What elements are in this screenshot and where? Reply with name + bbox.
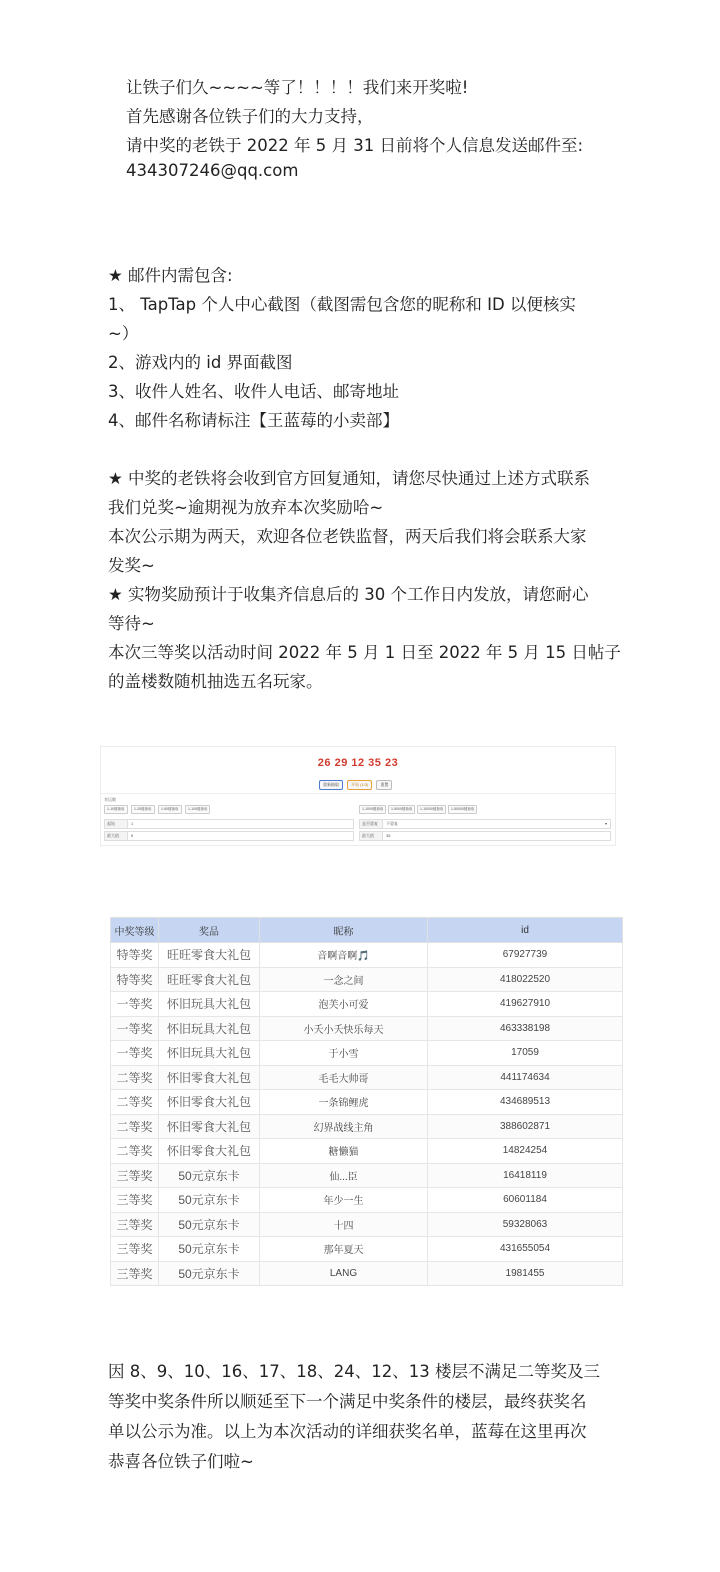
cell-level: 二等奖 (111, 1065, 159, 1090)
cell-level: 三等奖 (111, 1261, 159, 1286)
cell-nickname: 泡芙小可爱 (260, 992, 428, 1017)
notice-line: ★ 实物奖励预计于收集齐信息后的 30 个工作日内发放，请您耐心 (108, 585, 589, 604)
cell-prize: 50元京东卡 (159, 1212, 260, 1237)
cell-id: 431655054 (428, 1237, 623, 1262)
cell-nickname: 十四 (260, 1212, 428, 1237)
range-chip[interactable]: 1-1000楼抽取 (359, 805, 386, 814)
lottery-numbers: 26 29 12 35 23 (317, 757, 399, 769)
cell-id: 67927739 (428, 943, 623, 968)
cell-level: 一等奖 (111, 992, 159, 1017)
cell-level: 一等奖 (111, 1041, 159, 1066)
cell-level: 三等奖 (111, 1237, 159, 1262)
closing-line: 因 8、9、10、16、17、18、24、12、13 楼层不满足二等奖及三 (108, 1362, 600, 1381)
range-chip[interactable]: 1-10楼抽取 (104, 805, 128, 814)
cell-prize: 怀旧零食大礼包 (159, 1139, 260, 1164)
email-address: 434307246@qq.com (126, 161, 299, 180)
cell-nickname: 仙...臣 (260, 1163, 428, 1188)
table-row (111, 1237, 623, 1262)
intro-line: 首先感谢各位铁子们的大力支持， (126, 107, 374, 126)
start-button[interactable]: 开始 (1/3) (347, 780, 372, 790)
redraw-button[interactable]: 重新抽取 (319, 780, 343, 790)
mail-item: ~） (108, 324, 139, 343)
header-level: 中奖等级 (111, 918, 159, 943)
cell-id: 59328063 (428, 1212, 623, 1237)
cell-id: 463338198 (428, 1016, 623, 1041)
table-row (111, 1261, 623, 1286)
notice-line: 本次三等奖以活动时间 2022 年 5 月 1 日至 2022 年 5 月 15 日帖子 (108, 643, 621, 662)
start-field[interactable]: 起始 1 (104, 819, 354, 829)
max-field[interactable]: 最大值 5 (104, 831, 354, 841)
table-row (111, 1188, 623, 1213)
cell-nickname: 那年夏天 (260, 1237, 428, 1262)
cell-prize: 怀旧零食大礼包 (159, 1065, 260, 1090)
cell-prize: 50元京东卡 (159, 1237, 260, 1262)
table-row (111, 1016, 623, 1041)
cell-nickname: 年少一生 (260, 1188, 428, 1213)
range-chip[interactable]: 1-5000楼抽取 (388, 805, 415, 814)
winners-table (110, 917, 623, 1286)
lottery-header (101, 747, 615, 794)
table-row (111, 1041, 623, 1066)
cell-nickname: 毛毛大帅哥 (260, 1065, 428, 1090)
notice-line: 我们兑奖~逾期视为放弃本次奖励哈~ (108, 498, 384, 517)
header-prize: 奖品 (159, 918, 260, 943)
table-row (111, 1212, 623, 1237)
cell-id: 60601184 (428, 1188, 623, 1213)
cell-level: 二等奖 (111, 1114, 159, 1139)
cell-prize: 旺旺零食大礼包 (159, 967, 260, 992)
cell-prize: 50元京东卡 (159, 1188, 260, 1213)
closing-line: 单以公示为准。以上为本次活动的详细获奖名单，蓝莓在这里再次 (108, 1422, 587, 1441)
cell-nickname: 糖懒猫 (260, 1139, 428, 1164)
cell-prize: 怀旧玩具大礼包 (159, 1016, 260, 1041)
notice-line: 的盖楼数随机抽选五名玩家。 (108, 672, 323, 691)
notice-line: 等待~ (108, 614, 155, 633)
cell-level: 三等奖 (111, 1163, 159, 1188)
cell-id: 16418119 (428, 1163, 623, 1188)
lottery-screenshot (100, 746, 616, 846)
cell-nickname: 一念之间 (260, 967, 428, 992)
mail-item: 3、收件人姓名、收件人电话、邮寄地址 (108, 382, 399, 401)
lottery-section-label: 幸运数 (104, 797, 116, 802)
closing-line: 恭喜各位铁子们啦~ (108, 1452, 254, 1471)
reset-button[interactable]: 重置 (376, 780, 392, 790)
range-chip[interactable]: 1-50楼抽取 (158, 805, 182, 814)
cell-level: 特等奖 (111, 943, 159, 968)
table-row (111, 967, 623, 992)
cell-nickname: 音啊音啊🎵 (260, 943, 428, 968)
max-field-right[interactable]: 最大值 35 (359, 831, 611, 841)
cell-id: 441174634 (428, 1065, 623, 1090)
table-row (111, 1114, 623, 1139)
cell-prize: 50元京东卡 (159, 1163, 260, 1188)
cell-id: 14824254 (428, 1139, 623, 1164)
header-id: id (428, 918, 623, 943)
cell-nickname: 小夭小夭快乐每天 (260, 1016, 428, 1041)
cell-prize: 怀旧玩具大礼包 (159, 1041, 260, 1066)
table-row (111, 1139, 623, 1164)
table-row (111, 992, 623, 1017)
intro-line: 请中奖的老铁于 2022 年 5 月 31 日前将个人信息发送邮件至: (126, 136, 584, 155)
range-chip[interactable]: 1-50000楼抽取 (448, 805, 477, 814)
chevron-down-icon: ▾ (604, 821, 607, 826)
cell-prize: 50元京东卡 (159, 1261, 260, 1286)
cell-level: 二等奖 (111, 1139, 159, 1164)
range-chip[interactable]: 1-100楼抽取 (185, 805, 210, 814)
table-row (111, 943, 623, 968)
cell-level: 三等奖 (111, 1212, 159, 1237)
cell-prize: 旺旺零食大礼包 (159, 943, 260, 968)
cell-nickname: 于小雪 (260, 1041, 428, 1066)
cell-prize: 怀旧零食大礼包 (159, 1090, 260, 1115)
intro-line: 让铁子们久~~~~等了！！！！我们来开奖啦! (126, 78, 469, 97)
notice-line: 本次公示期为两天，欢迎各位老铁监督，两天后我们将会联系大家 (108, 527, 587, 546)
notice-line: 发奖~ (108, 556, 155, 575)
notice-line: ★ 中奖的老铁将会收到官方回复通知，请您尽快通过上述方式联系 (108, 469, 591, 488)
cell-id: 419627910 (428, 992, 623, 1017)
range-chip[interactable]: 1-20楼抽取 (131, 805, 155, 814)
cell-id: 418022520 (428, 967, 623, 992)
mail-item: 4、邮件名称请标注【王蓝莓的小卖部】 (108, 411, 399, 430)
mail-item: 2、游戏内的 id 界面截图 (108, 353, 293, 372)
cell-nickname: 一条锦鲤虎 (260, 1090, 428, 1115)
cell-level: 特等奖 (111, 967, 159, 992)
cell-id: 388602871 (428, 1114, 623, 1139)
cell-nickname: LANG (260, 1261, 428, 1286)
mail-heading: ★ 邮件内需包含: (108, 266, 233, 285)
table-row (111, 1065, 623, 1090)
cell-id: 434689513 (428, 1090, 623, 1115)
table-row (111, 1163, 623, 1188)
cell-level: 一等奖 (111, 1016, 159, 1041)
cell-level: 三等奖 (111, 1188, 159, 1213)
range-chip[interactable]: 1-10000楼抽取 (417, 805, 446, 814)
header-nickname: 昵称 (260, 918, 428, 943)
cell-id: 17059 (428, 1041, 623, 1066)
closing-line: 等奖中奖条件所以顺延至下一个满足中奖条件的楼层，最终获奖名 (108, 1392, 587, 1411)
cell-prize: 怀旧零食大礼包 (159, 1114, 260, 1139)
mail-item: 1、 TapTap 个人中心截图（截图需包含您的昵称和 ID 以便核实 (108, 295, 576, 314)
lottery-buttons (319, 780, 392, 789)
cell-level: 二等奖 (111, 1090, 159, 1115)
repeat-select[interactable]: 是否重复 不重复 ▾ (359, 819, 611, 829)
table-row (111, 1090, 623, 1115)
cell-prize: 怀旧玩具大礼包 (159, 992, 260, 1017)
table-header-row (111, 918, 623, 943)
cell-nickname: 幻界战线主角 (260, 1114, 428, 1139)
cell-id: 1981455 (428, 1261, 623, 1286)
